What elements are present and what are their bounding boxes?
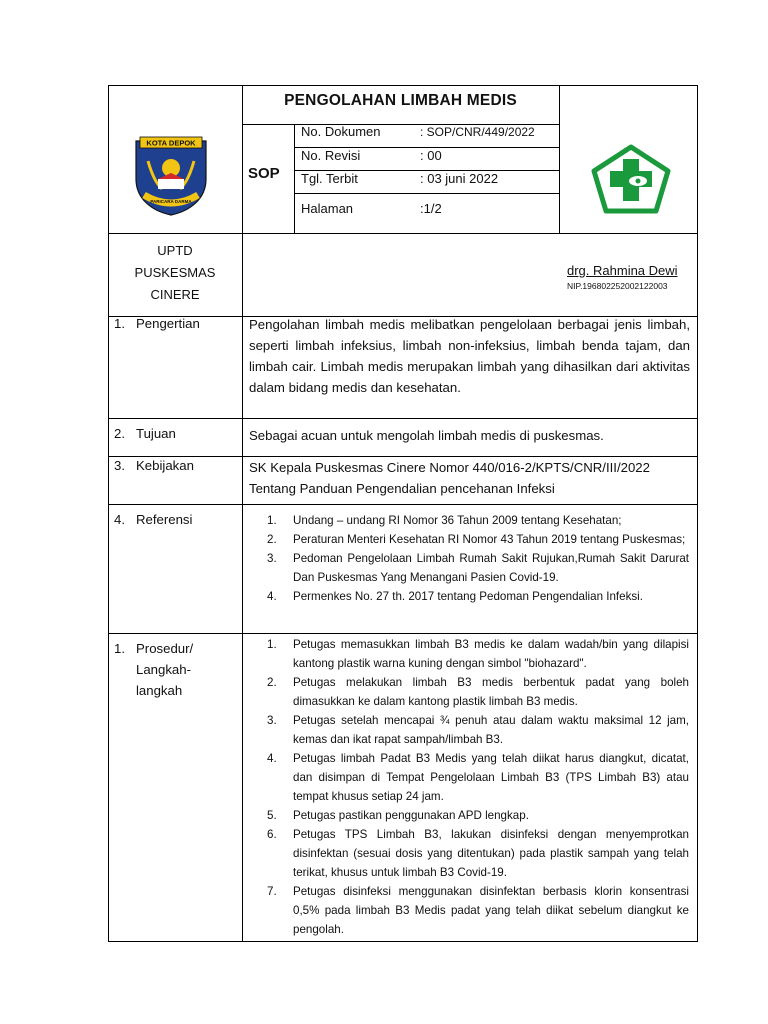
logo-motto-text: PARICARA DARMA bbox=[150, 199, 192, 204]
border-bottom bbox=[108, 941, 698, 942]
section-number: 1. bbox=[114, 316, 125, 331]
list-item: 7. Petugas disinfeksi menggunakan disinfektan berbasis klorin konsentrasi 0,5% pada limbah B3 Medis padat yang telah diikat sebelum diangkut ke pengolah. bbox=[267, 885, 689, 936]
section-label-line-1: Prosedur/ bbox=[136, 641, 194, 656]
list-item: 1. Undang – undang RI Nomor 36 Tahun 2009 tentang Kesehatan; bbox=[267, 514, 622, 527]
sop-label: SOP bbox=[248, 165, 280, 182]
organization-name bbox=[108, 240, 242, 306]
list-item-text: Permenkes No. 27 th. 2017 tentang Pedoman Pengendalian Infeksi. bbox=[293, 590, 643, 603]
list-item: 6. Petugas TPS Limbah B3, lakukan disinfeksi dengan menyemprotkan disinfektan (sesuai dosis yang ditentukan) pada plastik sampah yang telah terikat, khusus untuk limbah B3 Covid-19. bbox=[267, 828, 689, 879]
meta-value-doc: : SOP/CNR/449/2022 bbox=[420, 125, 535, 139]
list-item-text: Petugas limbah Padat B3 Medis yang telah diikat harus diangkut, dicatat, dan disimpan di Tempat Pengelolaan Limbah B3 (TPS Limbah B3) atau tempat khusus setiap 24 jam. bbox=[293, 752, 689, 803]
section-label: Pengertian bbox=[136, 316, 200, 331]
meta-value-date: : 03 juni 2022 bbox=[420, 171, 499, 186]
right-logo-divider bbox=[559, 85, 560, 234]
section-tujuan-text: Sebagai acuan untuk mengolah limbah medis di puskesmas. bbox=[249, 428, 604, 443]
list-item-text: Petugas pastikan penggunakan APD lengkap. bbox=[293, 809, 529, 822]
header-divider bbox=[108, 233, 698, 234]
section-number: 2. bbox=[114, 426, 125, 441]
list-item: 5. Petugas pastikan penggunakan APD lengkap. bbox=[267, 809, 529, 822]
list-item: 4. Petugas limbah Padat B3 Medis yang telah diikat harus diangkut, dicatat, dan disimpan di Tempat Pengelolaan Limbah B3 (TPS Limbah B3) atau tempat khusus setiap 24 jam. bbox=[267, 752, 689, 803]
section-label: Tujuan bbox=[136, 426, 176, 441]
list-item-text: Petugas setelah mencapai ¾ penuh atau dalam waktu maksimal 12 jam, kemas dan ikat rapat sampah/limbah B3. bbox=[293, 714, 689, 746]
document-title: PENGOLAHAN LIMBAH MEDIS bbox=[284, 92, 517, 109]
section-label: Referensi bbox=[136, 512, 193, 527]
list-item-text: Petugas TPS Limbah B3, lakukan disinfeksi dengan menyemprotkan disinfektan (sesuai dosis yang ditentukan) pada plastik sampah yang telah terikat, khusus untuk limbah B3 Covid-19. bbox=[293, 828, 689, 879]
meta-divider-3 bbox=[294, 193, 559, 194]
list-item: 2. Petugas melakukan limbah B3 medis berbentuk padat yang boleh dimasukkan ke dalam kantong plastik limbah B3 medis. bbox=[267, 676, 689, 708]
border-top bbox=[108, 85, 698, 86]
list-item-text: Peraturan Menteri Kesehatan RI Nomor 43 Tahun 2019 tentang Puskesmas; bbox=[293, 533, 686, 546]
kota-depok-logo bbox=[132, 135, 210, 217]
sop-divider bbox=[294, 124, 295, 234]
list-item: 3. Pedoman Pengelolaan Limbah Rumah Sakit Rujukan,Rumah Sakit Darurat Dan Puskesmas Yang Menangani Pasien Covid-19. bbox=[267, 552, 689, 584]
logo-col-divider bbox=[242, 85, 243, 317]
list-item: 3. Petugas setelah mencapai ¾ penuh atau dalam waktu maksimal 12 jam, kemas dan ikat rapat sampah/limbah B3. bbox=[267, 714, 689, 746]
row-divider-4 bbox=[108, 633, 698, 634]
row-divider-1 bbox=[108, 418, 698, 419]
meta-label-doc: No. Dokumen bbox=[301, 124, 381, 139]
section-label-line-3: langkah bbox=[136, 683, 183, 698]
prosedur-list bbox=[249, 635, 689, 939]
border-left bbox=[108, 85, 109, 942]
org-line-1: UPTD bbox=[157, 243, 193, 258]
list-item: 4. Permenkes No. 27 th. 2017 tentang Pedoman Pengendalian Infeksi. bbox=[267, 590, 643, 603]
list-item-text: Undang – undang RI Nomor 36 Tahun 2009 tentang Kesehatan; bbox=[293, 514, 622, 527]
org-line-2: PUSKESMAS bbox=[134, 265, 216, 280]
list-item: 1. Petugas memasukkan limbah B3 medis ke dalam wadah/bin yang dilapisi kantong plastik warna kuning dengan simbol "biohazard". bbox=[267, 638, 689, 670]
referensi-list bbox=[249, 511, 689, 606]
body-col-divider bbox=[242, 316, 243, 942]
section-number: 1. bbox=[114, 641, 125, 656]
section-pengertian-label bbox=[114, 316, 200, 331]
sop-document bbox=[108, 85, 698, 942]
section-kebijakan-text: SK Kepala Puskesmas Cinere Nomor 440/016-2/KPTS/CNR/III/2022 Tentang Panduan Pengendalian pencehanan Infeksi bbox=[249, 460, 650, 496]
section-referensi-label bbox=[114, 512, 192, 527]
section-prosedur-label bbox=[114, 638, 193, 701]
logo-top-text: KOTA DEPOK bbox=[146, 138, 196, 148]
list-item-text: Petugas memasukkan limbah B3 medis ke dalam wadah/bin yang dilapisi kantong plastik warna kuning dengan simbol "biohazard". bbox=[293, 638, 689, 670]
signer-nip: NIP.196802252002122003 bbox=[567, 281, 668, 291]
section-kebijakan-label bbox=[114, 458, 194, 473]
list-item-text: Petugas disinfeksi menggunakan disinfektan berbasis klorin konsentrasi 0,5% pada limbah B3 Medis padat yang telah diikat sebelum diangkut ke pengolah. bbox=[293, 885, 689, 936]
section-label: Kebijakan bbox=[136, 458, 194, 473]
meta-label-page: Halaman bbox=[301, 201, 354, 216]
border-right bbox=[697, 85, 698, 942]
puskesmas-logo bbox=[590, 143, 672, 215]
row-divider-3 bbox=[108, 504, 698, 505]
section-number: 4. bbox=[114, 512, 125, 527]
section-label-line-2: Langkah- bbox=[136, 662, 191, 677]
signer-name: drg. Rahmina Dewi bbox=[567, 263, 678, 278]
meta-value-rev: : 00 bbox=[420, 148, 442, 163]
list-item-text: Pedoman Pengelolaan Limbah Rumah Sakit Rujukan,Rumah Sakit Darurat Dan Puskesmas Yang Menangani Pasien Covid-19. bbox=[293, 552, 689, 584]
section-number: 3. bbox=[114, 458, 125, 473]
meta-value-page: :1/2 bbox=[420, 201, 442, 216]
meta-label-date: Tgl. Terbit bbox=[301, 171, 358, 186]
org-line-3: CINERE bbox=[150, 287, 200, 302]
list-item: 2. Peraturan Menteri Kesehatan RI Nomor 43 Tahun 2019 tentang Puskesmas; bbox=[267, 533, 686, 546]
list-item-text: Petugas melakukan limbah B3 medis berbentuk padat yang boleh dimasukkan ke dalam kantong plastik limbah B3 medis. bbox=[293, 676, 689, 708]
section-tujuan-label bbox=[114, 426, 176, 441]
section-pengertian-text: Pengolahan limbah medis melibatkan pengelolaan berbagai jenis limbah, seperti limbah infeksius, limbah non-infeksius, limbah benda tajam, dan limbah cair. Limbah medis merupakan limbah yang dihasilkan dari aktivitas dalam bidang medis dan kesehatan. bbox=[249, 317, 690, 395]
meta-label-rev: No. Revisi bbox=[301, 148, 361, 163]
